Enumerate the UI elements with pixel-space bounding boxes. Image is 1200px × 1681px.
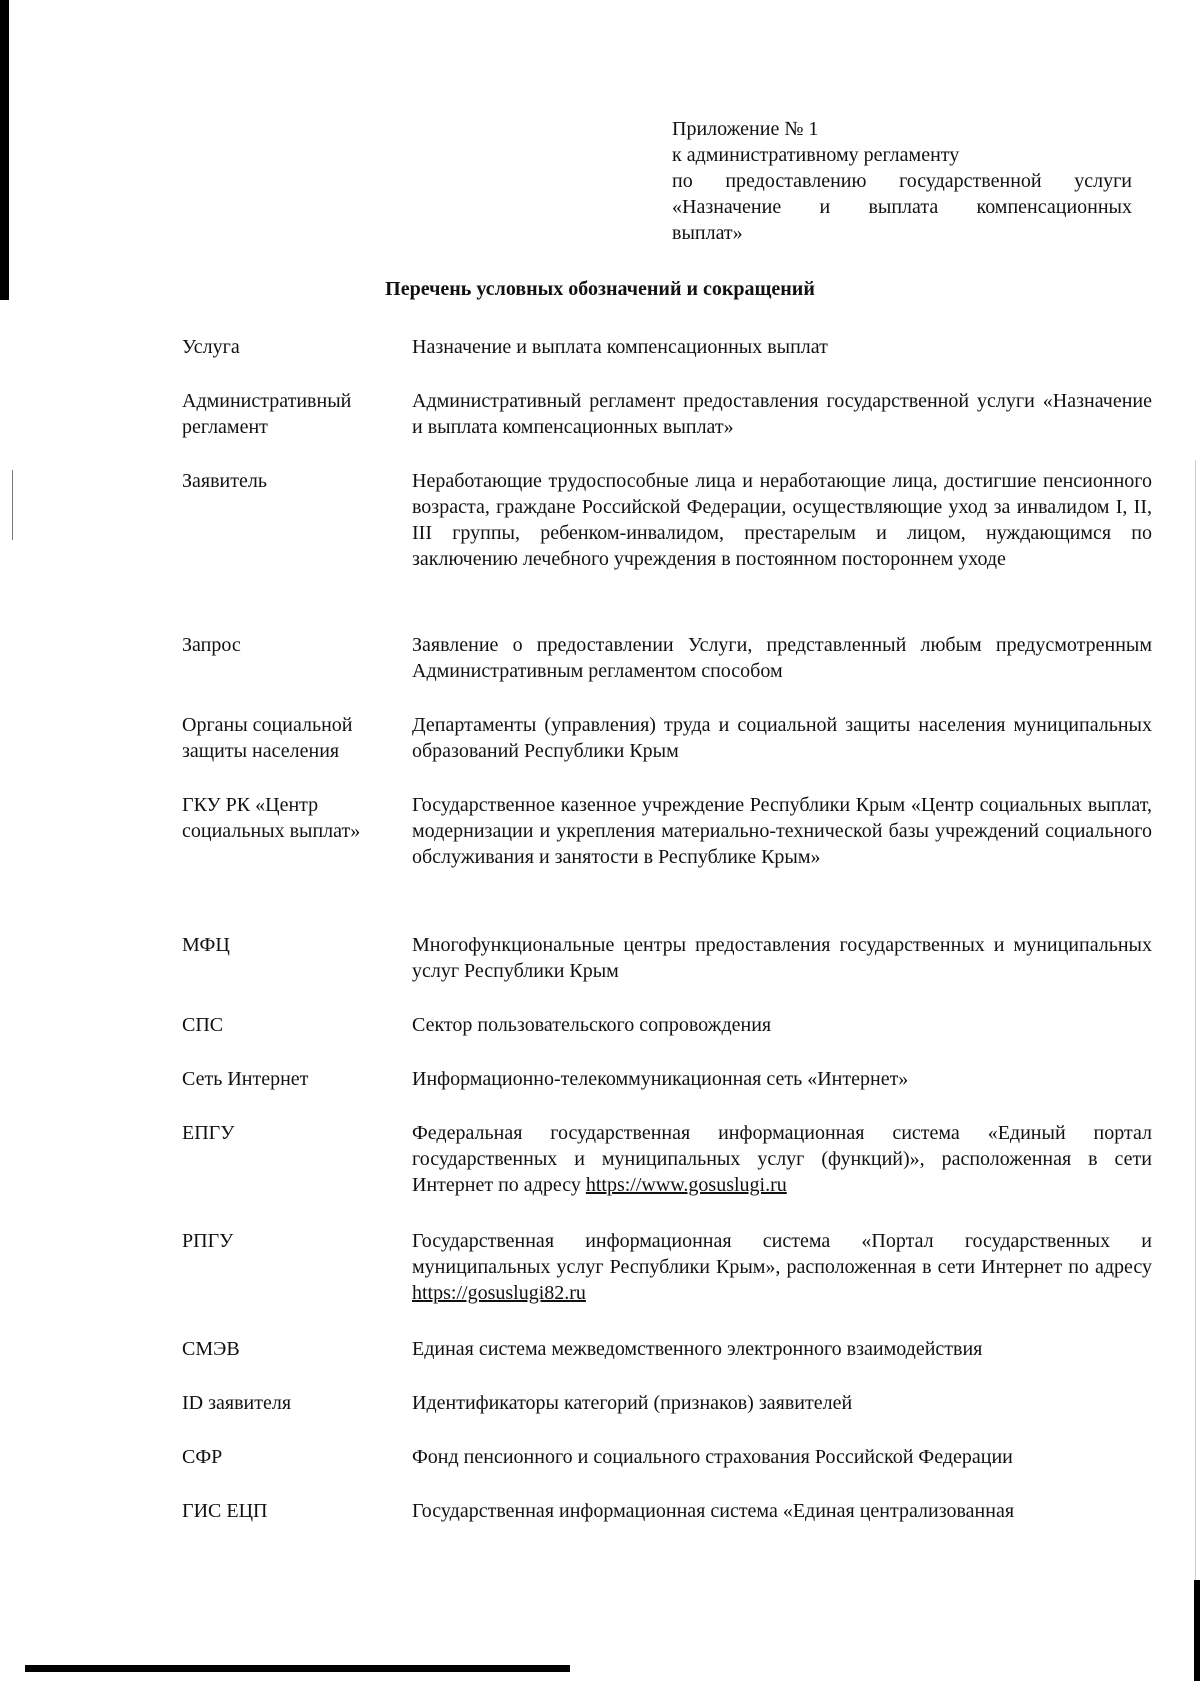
- entry-definition: Государственное казенное учреждение Республики Крым «Центр социальных выплат, модернизации и укрепления материально-технической базы учреждений социального обслуживания и занятости в Республике Крым»: [412, 794, 1152, 868]
- entry-definition: Неработающие трудоспособные лица и неработающие лица, достигшие пенсионного возраста, граждане Российской Федерации, осуществляющие уход за инвалидом I, II, III группы, ребенком-инвалидом, престарелым и лицом, нуждающимся по заключению лечебного учреждения в постоянном постороннем уходе: [412, 470, 1152, 570]
- document-title: Перечень условных обозначений и сокращений: [385, 278, 815, 300]
- entry-term: ГИС ЕЦП: [182, 1500, 268, 1522]
- entry-term: МФЦ: [182, 934, 230, 956]
- scan-edge-right: [1194, 1580, 1200, 1681]
- entry-term: СПС: [182, 1014, 224, 1036]
- scan-edge-left: [0, 0, 9, 300]
- appendix-number: Приложение № 1: [672, 118, 819, 140]
- appendix-line-5: выплат»: [672, 222, 743, 244]
- entry-term: ГКУ РК «Центр социальных выплат»: [182, 794, 361, 842]
- entry-definition: Административный регламент предоставления государственной услуги «Назначение и выплата компенсационных выплат»: [412, 390, 1152, 438]
- scan-edge-line: [1195, 460, 1196, 1580]
- entry-definition: Идентификаторы категорий (признаков) заявителей: [412, 1392, 853, 1414]
- entry-definition: Многофункциональные центры предоставления государственных и муниципальных услуг Республики Крым: [412, 934, 1152, 982]
- entry-term: ID заявителя: [182, 1392, 292, 1414]
- gosuslugi82-link[interactable]: https://gosuslugi82.ru: [412, 1282, 586, 1304]
- entry-definition-text: Государственная информационная система «Портал государственных и муниципальных услуг Республики Крым», расположенная в сети Интернет по адресу: [412, 1230, 1152, 1278]
- entry-term: Сеть Интернет: [182, 1068, 309, 1090]
- appendix-line-3: по предоставлению государственной услуги: [672, 170, 1132, 192]
- entry-term: Заявитель: [182, 470, 267, 492]
- entry-definition: Информационно-телекоммуникационная сеть «Интернет»: [412, 1068, 909, 1090]
- entry-definition: Заявление о предоставлении Услуги, представленный любым предусмотренным Административным регламентом способом: [412, 634, 1152, 682]
- entry-term: СФР: [182, 1446, 223, 1468]
- entry-definition: Сектор пользовательского сопровождения: [412, 1014, 772, 1036]
- entry-term: Запрос: [182, 634, 241, 656]
- entry-definition: Фонд пенсионного и социального страхования Российской Федерации: [412, 1446, 1013, 1468]
- entry-definition: Назначение и выплата компенсационных выплат: [412, 336, 828, 358]
- entry-definition: [412, 1120, 1152, 1198]
- entry-term: Органы социальной защиты населения: [182, 714, 353, 762]
- entry-term: ЕПГУ: [182, 1122, 235, 1144]
- appendix-line-2: к административному регламенту: [672, 144, 960, 166]
- entry-term: РПГУ: [182, 1230, 234, 1252]
- scan-edge-mark: [12, 470, 13, 540]
- scan-bottom-bar: [25, 1665, 570, 1672]
- entry-definition: Департаменты (управления) труда и социальной защиты населения муниципальных образований Республики Крым: [412, 714, 1152, 762]
- entry-term: Административный регламент: [182, 390, 352, 438]
- gosuslugi-link[interactable]: https://www.gosuslugi.ru: [585, 1174, 787, 1196]
- entry-definition: Единая система межведомственного электронного взаимодействия: [412, 1338, 983, 1360]
- appendix-header: [672, 116, 1132, 246]
- entry-term: Услуга: [182, 336, 240, 358]
- entry-definition: Государственная информационная система «Единая централизованная: [412, 1500, 1015, 1522]
- entry-definition: [412, 1228, 1152, 1306]
- entry-term: СМЭВ: [182, 1338, 240, 1360]
- entry-definition-text: Федеральная государственная информационная система «Единый портал государственных и муниципальных услуг (функций)», расположенная в сети Интернет по адресу: [412, 1122, 1152, 1196]
- appendix-line-4: «Назначение и выплата компенсационных: [672, 196, 1132, 218]
